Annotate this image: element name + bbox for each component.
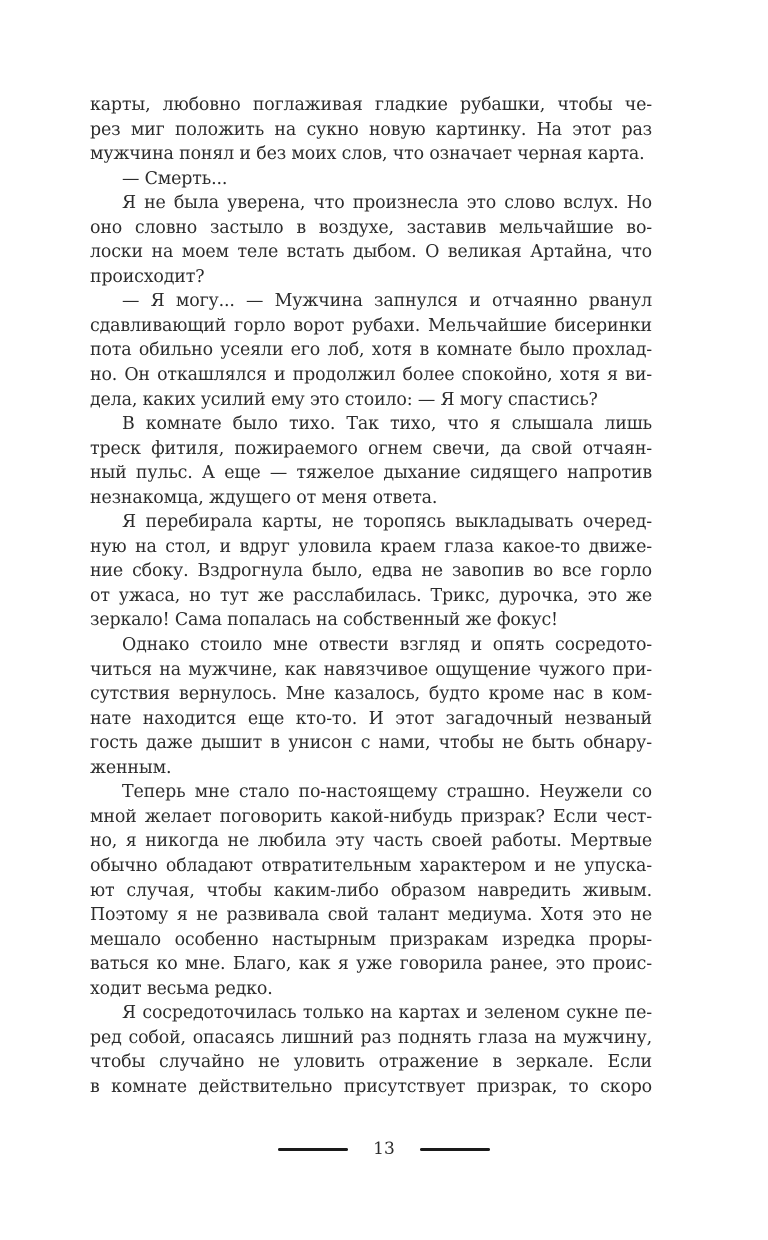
text-line: незнакомца, ждущего от меня ответа. bbox=[90, 487, 438, 508]
text-line: но, я никогда не любила эту часть своей работы. Мертвые bbox=[90, 831, 652, 852]
text-line: мужчина понял и без моих слов, что означает черная карта. bbox=[90, 144, 645, 165]
text-line: ние сбоку. Вздрогнула было, едва не завопив во все горло bbox=[90, 561, 652, 582]
text-line: карты, любовно поглаживая гладкие рубашки, чтобы че- bbox=[90, 95, 652, 115]
paragraph-first-line: Теперь мне стало по-настоящему страшно. Неужели со bbox=[122, 782, 652, 803]
text-line: сдавливающий горло ворот рубахи. Мельчайшие бисеринки bbox=[90, 315, 652, 336]
text-line: женным. bbox=[90, 757, 172, 778]
text-line: ют случая, чтобы каким-либо образом навредить живым. bbox=[90, 880, 652, 901]
paragraph-first-line: — Я могу... — Мужчина запнулся и отчаянно рванул bbox=[122, 291, 652, 312]
text-line: оно словно застыло в воздухе, заставив мельчайшие во- bbox=[90, 217, 652, 238]
text-line: ходит весьма редко. bbox=[90, 978, 273, 999]
paragraph-first-line: Я сосредоточилась только на картах и зеленом сукне пе- bbox=[122, 1003, 652, 1024]
text-line: рез миг положить на сукно новую картинку. На этот раз bbox=[90, 119, 652, 140]
paragraph-first-line: Я не была уверена, что произнесла это слово вслух. Но bbox=[122, 193, 652, 214]
text-line: сутствия вернулось. Мне казалось, будто кроме нас в ком- bbox=[90, 684, 652, 705]
text-line: мной желает поговорить какой-нибудь призрак? Если чест- bbox=[90, 806, 652, 827]
paragraph-first-line: В комнате было тихо. Так тихо, что я слышала лишь bbox=[122, 414, 652, 435]
text-line: Поэтому я не развивала свой талант медиума. Хотя это не bbox=[90, 905, 652, 926]
text-line: мешало особенно настырным призракам изредка проры- bbox=[90, 929, 652, 950]
text-line: ную на стол, и вдруг уловила краем глаза какое-то движе- bbox=[90, 536, 652, 557]
text-line: дела, каких усилий ему это стоило: — Я могу спастись? bbox=[90, 389, 598, 410]
text-line: ный пульс. А еще — тяжелое дыхание сидящего напротив bbox=[90, 463, 652, 484]
text-line: лоски на моем теле встать дыбом. О великая Артайна, что bbox=[90, 242, 652, 263]
paragraph-first-line: Однако стоило мне отвести взгляд и опять сосредото- bbox=[122, 635, 652, 656]
left-decorative-rule bbox=[278, 1148, 348, 1151]
text-line: гость даже дышит в унисон с нами, чтобы не быть обнару- bbox=[90, 733, 652, 754]
page-number: 13 bbox=[373, 1139, 395, 1159]
page-footer bbox=[0, 1137, 768, 1161]
text-line: читься на мужчине, как навязчивое ощущение чужого при- bbox=[90, 659, 652, 680]
text-line: чтобы случайно не уловить отражение в зеркале. Если bbox=[90, 1052, 652, 1073]
text-line: происходит? bbox=[90, 266, 205, 287]
body-text bbox=[90, 93, 652, 1099]
text-line: пота обильно усеяли его лоб, хотя в комнате было прохлад- bbox=[90, 340, 652, 361]
text-line: зеркало! Сама попалась на собственный же фокус! bbox=[90, 610, 558, 631]
text-line: ваться ко мне. Благо, как я уже говорила ранее, это проис- bbox=[90, 954, 652, 975]
right-decorative-rule bbox=[420, 1148, 490, 1151]
paragraph-first-line: — Смерть... bbox=[122, 168, 228, 189]
text-line: в комнате действительно присутствует призрак, то скоро bbox=[90, 1076, 652, 1097]
text-line: обычно обладают отвратительным характером и не упуска- bbox=[90, 855, 652, 876]
text-line: треск фитиля, пожираемого огнем свечи, да свой отчаян- bbox=[90, 438, 652, 459]
text-line: но. Он откашлялся и продолжил более спокойно, хотя я ви- bbox=[90, 365, 652, 386]
text-line: от ужаса, но тут же расслабилась. Трикс, дурочка, это же bbox=[90, 585, 652, 606]
paragraph-first-line: Я перебирала карты, не торопясь выкладывать очеред- bbox=[122, 512, 652, 533]
text-line: нате находится еще кто-то. И этот загадочный незваный bbox=[90, 708, 652, 729]
text-line: ред собой, опасаясь лишний раз поднять глаза на мужчину, bbox=[90, 1027, 652, 1048]
